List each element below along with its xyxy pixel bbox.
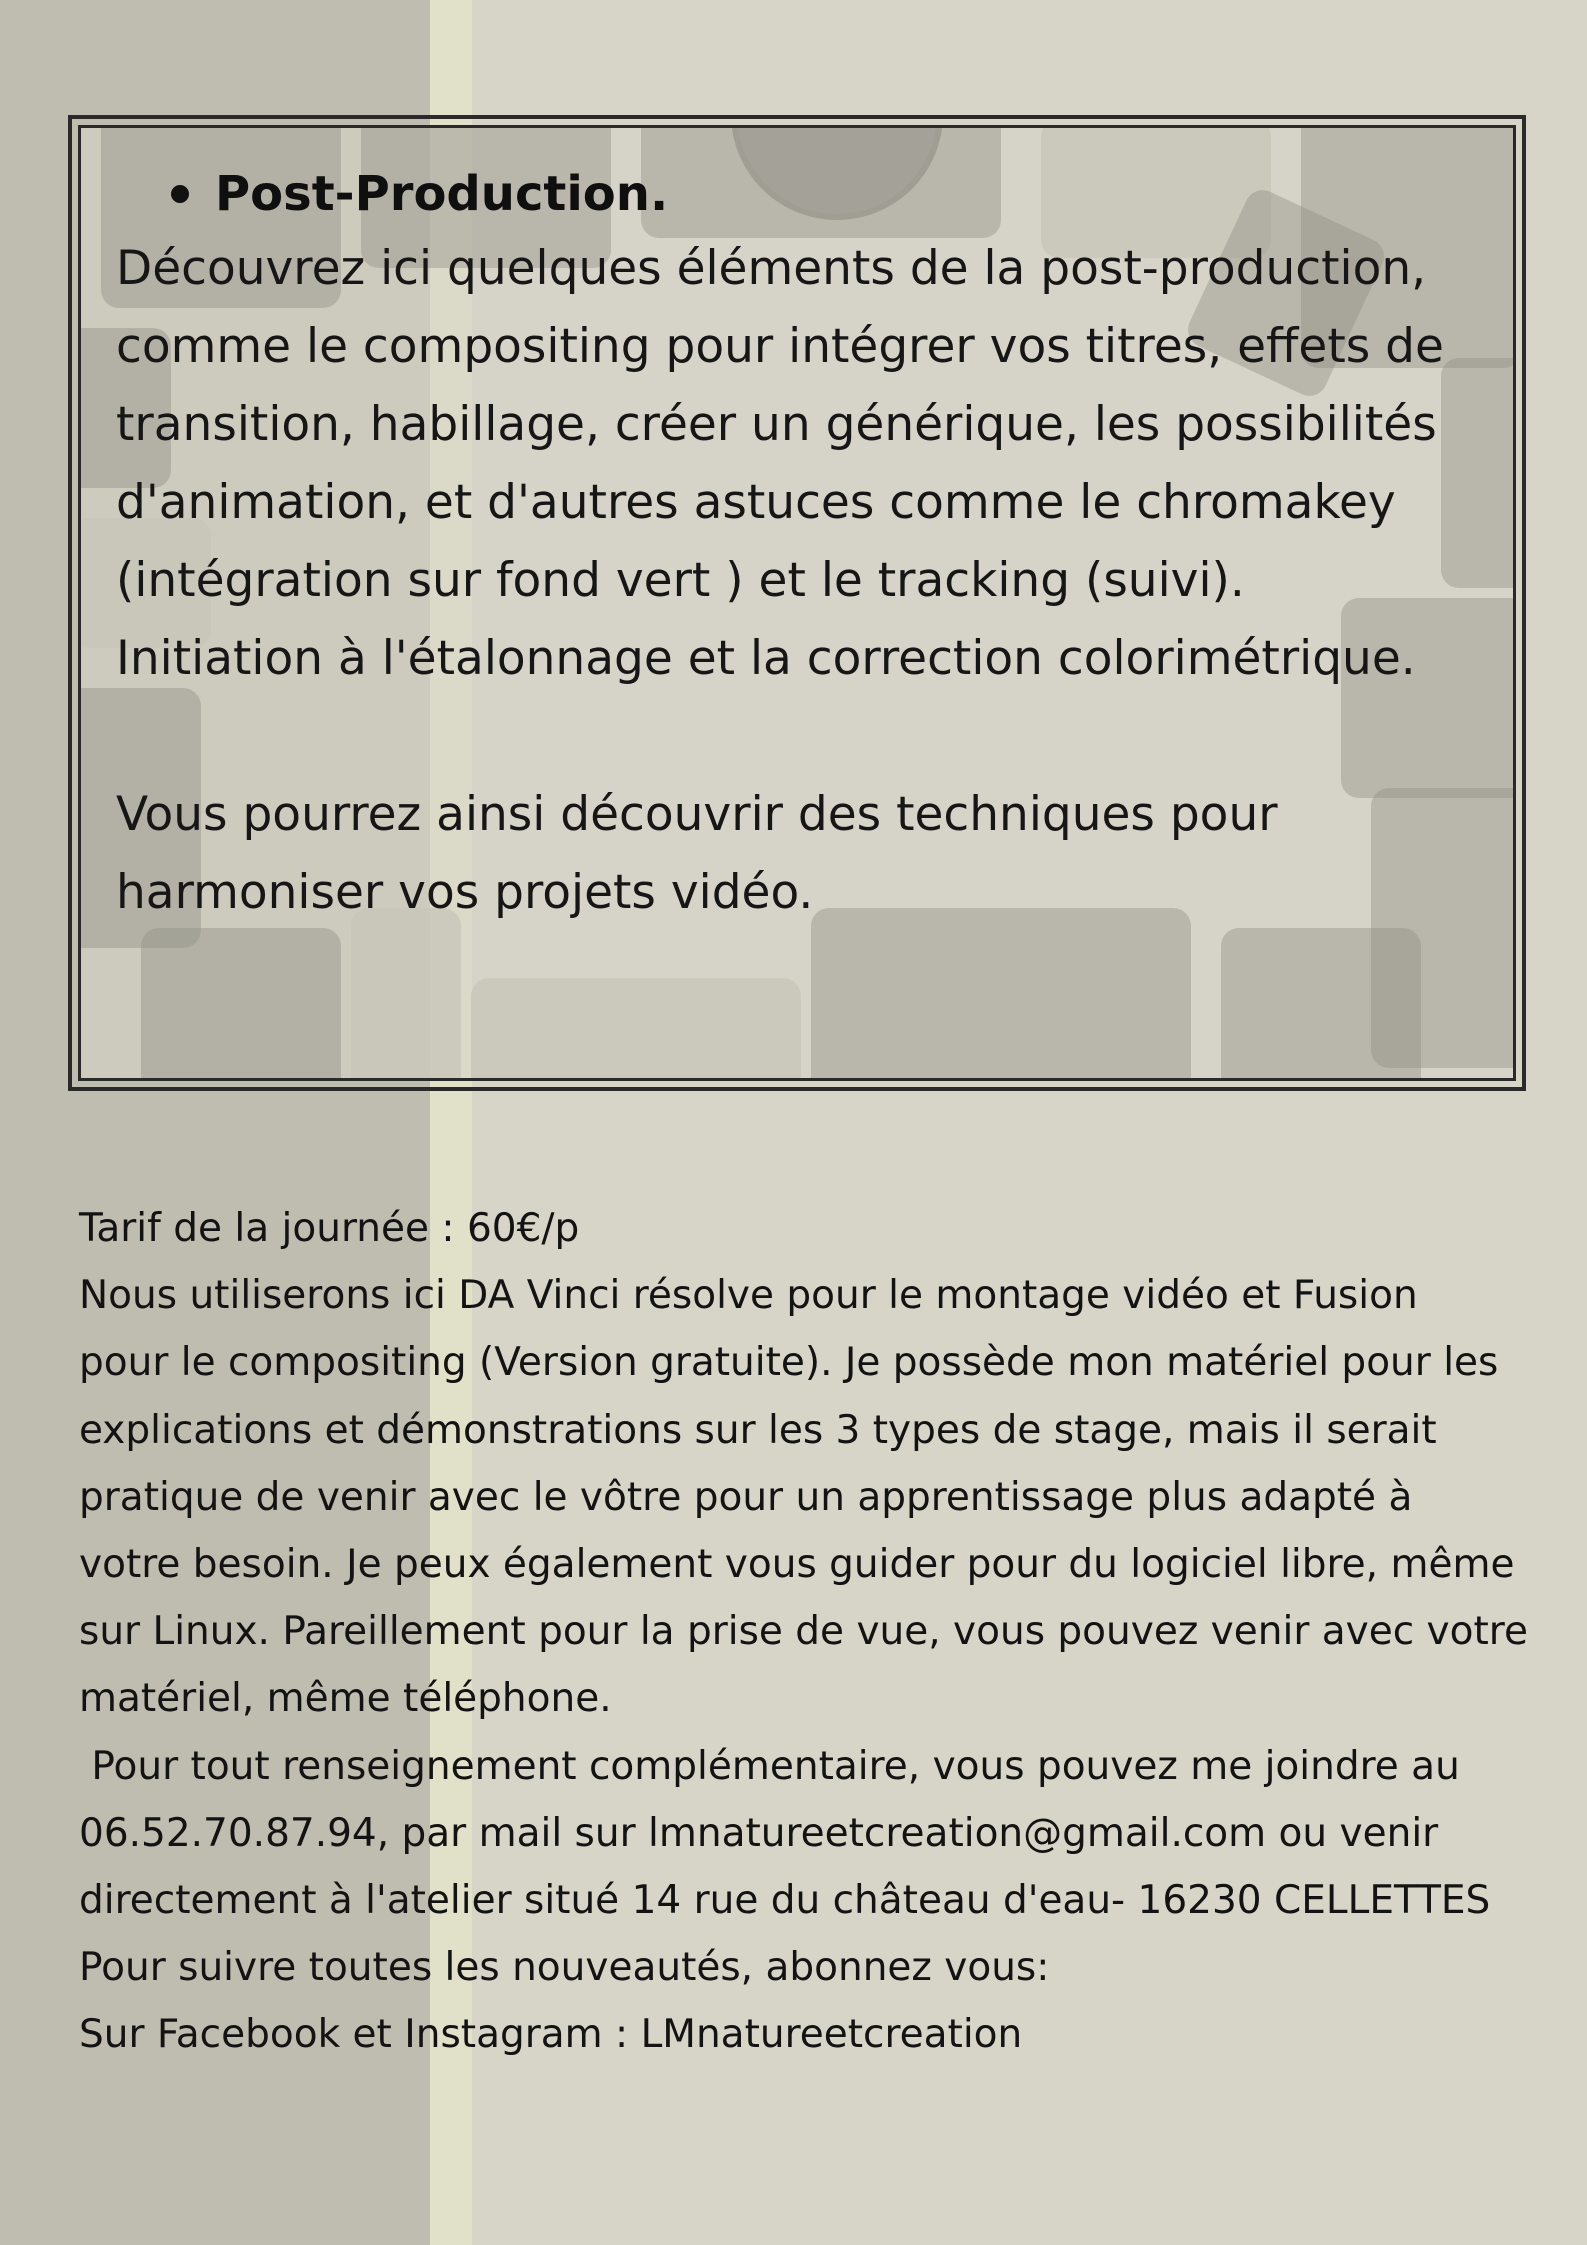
contact-line: Pour tout renseignement complémentaire, vous pouvez me joindre au [79,1743,1460,1789]
post-production-bullet [171,158,1456,230]
description-line: comme le compositing pour intégrer vos titres, effets de [116,319,1444,374]
info-line: votre besoin. Je peux également vous guider pour du logiciel libre, même [79,1542,1515,1588]
follow-line: Pour suivre toutes les nouveautés, abonnez vous: [79,1945,1050,1991]
info-line: pratique de venir avec le vôtre pour un apprentissage plus adapté à [79,1474,1413,1520]
price-line: Tarif de la journée : 60€/p [79,1206,580,1251]
contact-line: 06.52.70.87.94, par mail sur lmnatureetcreation@gmail.com ou venir [79,1810,1439,1856]
description-line: d'animation, et d'autres astuces comme le chromakey [116,475,1396,530]
closing-line: harmoniser vos projets vidéo. [116,865,814,920]
post-production-frame [68,115,1526,1091]
info-line: pour le compositing (Version gratuite). Je possède mon matériel pour les [79,1340,1499,1386]
social-line: Sur Facebook et Instagram : LMnatureetcreation [79,2012,1023,2058]
description-line: Initiation à l'étalonnage et la correction colorimétrique. [116,631,1416,686]
info-line: sur Linux. Pareillement pour la prise de vue, vous pouvez venir avec votre [79,1609,1528,1655]
bullet-icon [171,185,189,203]
camera-collage-panel [78,125,1516,1081]
description-line: transition, habillage, créer un générique, les possibilités [116,397,1437,452]
info-line: Nous utiliserons ici DA Vinci résolve pour le montage vidéo et Fusion [79,1273,1418,1319]
closing-line: Vous pourrez ainsi découvrir des techniques pour [116,787,1278,842]
post-production-content [116,158,1456,932]
description-line: Découvrez ici quelques éléments de la post-production, [116,241,1427,296]
post-production-heading: Post-Production. [215,166,669,222]
info-section [79,1195,1528,2069]
info-line: matériel, même téléphone. [79,1676,612,1722]
address-line: directement à l'atelier situé 14 rue du château d'eau- 16230 CELLETTES [79,1878,1491,1924]
info-line: explications et démonstrations sur les 3 types de stage, mais il serait [79,1407,1437,1453]
description-line: (intégration sur fond vert ) et le tracking (suivi). [116,553,1245,608]
